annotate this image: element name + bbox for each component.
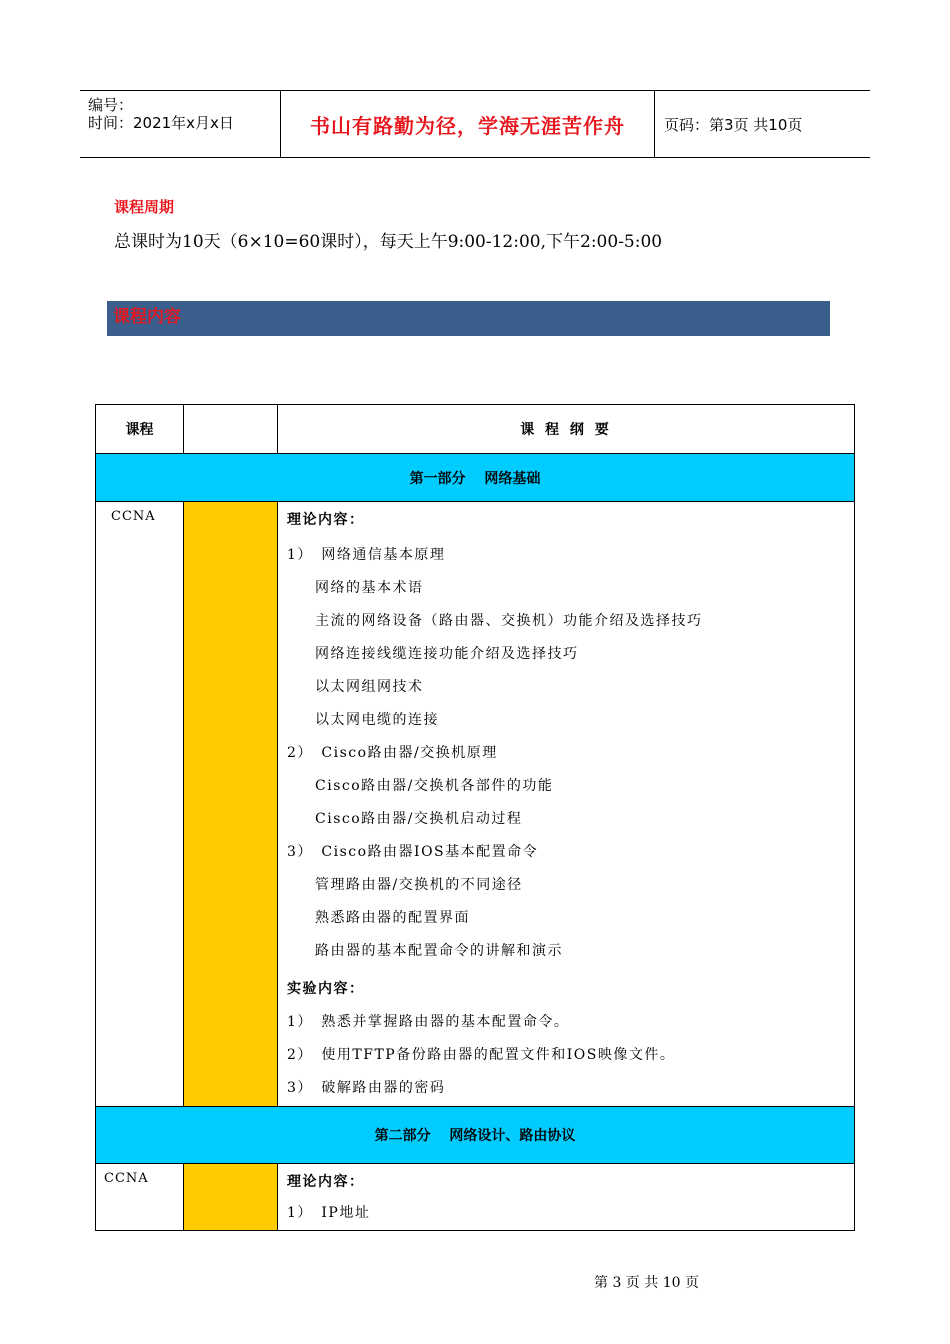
grid-line [183, 1163, 184, 1230]
page-info: 页码：第3页 共10页 [664, 115, 803, 134]
part1-line: Cisco路由器/交换机启动过程 [315, 811, 523, 827]
grid-line [277, 405, 278, 453]
header-page-cell [655, 91, 870, 157]
grid-line [96, 501, 854, 502]
number-label: 编号： [88, 96, 134, 114]
header-course: 课程 [125, 422, 154, 438]
part2-yellow-cell [184, 1164, 277, 1230]
part1-theory-label: 理论内容： [287, 512, 365, 528]
part1-lab-label: 实验内容： [287, 981, 365, 997]
header-outline: 课 程 纲 要 [520, 422, 612, 438]
part1-line: 1） 网络通信基本原理 [287, 547, 446, 563]
part1-line: 网络的基本术语 [315, 580, 424, 596]
part2-theory-label: 理论内容： [287, 1174, 365, 1190]
part2-title: 第二部分 网络设计、路由协议 [96, 1107, 854, 1163]
content-bar-title: 课程内容 [113, 307, 181, 327]
part1-lab-line: 1） 熟悉并掌握路由器的基本配置命令。 [287, 1014, 570, 1030]
part1-line: 网络连接线缆连接功能介绍及选择技巧 [315, 646, 579, 662]
page-footer: 第 3 页 共 10 页 [594, 1275, 699, 1291]
part1-line: 熟悉路由器的配置界面 [315, 910, 470, 926]
part1-line: 2） Cisco路由器/交换机原理 [287, 745, 498, 761]
time-label: 时间：2021年x月x日 [88, 114, 234, 132]
grid-line [96, 1163, 854, 1164]
part1-line: Cisco路由器/交换机各部件的功能 [315, 778, 554, 794]
part1-yellow-cell [184, 502, 277, 1106]
header-meta-cell [80, 91, 281, 157]
header-blank [184, 405, 277, 453]
part2-line: 1） IP地址 [287, 1205, 371, 1221]
content-bar [107, 301, 830, 336]
grid-line [183, 501, 184, 1106]
part1-lab-line: 2） 使用TFTP备份路由器的配置文件和IOS映像文件。 [287, 1047, 676, 1063]
part1-title: 第一部分 网络基础 [96, 454, 854, 501]
grid-line [96, 453, 854, 454]
grid-line [277, 501, 278, 1106]
document-header [80, 90, 870, 158]
part1-line: 路由器的基本配置命令的讲解和演示 [315, 943, 563, 959]
part1-line: 3） Cisco路由器IOS基本配置命令 [287, 844, 539, 860]
cycle-text: 总课时为10天（6×10=60课时），每天上午9:00-12:00,下午2:00-5:00 [114, 232, 663, 252]
part1-line: 主流的网络设备（路由器、交换机）功能介绍及选择技巧 [315, 613, 703, 629]
part1-lab-line: 3） 破解路由器的密码 [287, 1080, 446, 1096]
part1-line: 以太网电缆的连接 [315, 712, 439, 728]
header-motto-cell [281, 91, 655, 157]
course-table [95, 404, 855, 1231]
part1-line: 以太网组网技术 [315, 679, 424, 695]
cycle-title: 课程周期 [114, 198, 175, 216]
part1-course: CCNA [111, 509, 156, 524]
part2-course: CCNA [104, 1171, 149, 1186]
motto: 书山有路勤为径，学海无涯苦作舟 [310, 113, 625, 138]
grid-line [183, 405, 184, 453]
grid-line [277, 1163, 278, 1230]
part1-line: 管理路由器/交换机的不同途径 [315, 877, 523, 893]
grid-line [96, 1106, 854, 1107]
